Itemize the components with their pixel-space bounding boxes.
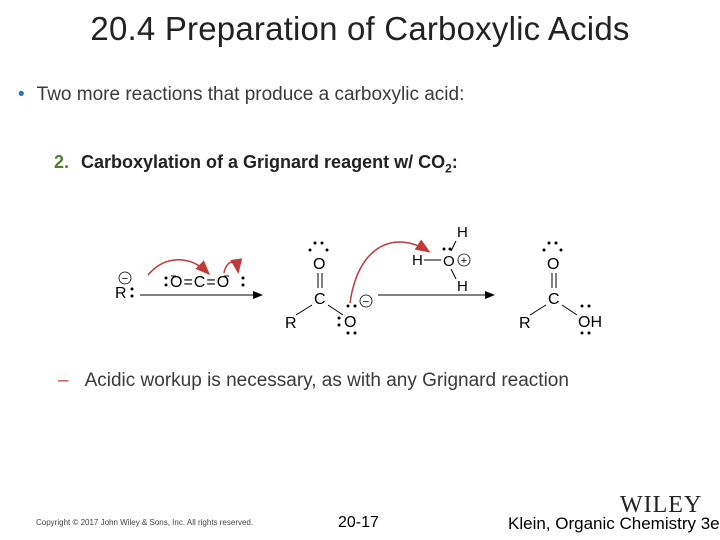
charge-plus: + — [460, 255, 468, 267]
hydrogen-label: H — [457, 278, 468, 295]
curved-arrow-icon — [224, 262, 238, 273]
copyright-notice: Copyright © 2017 John Wiley & Sons, Inc. All rights reserved. — [36, 518, 254, 527]
charge-minus: − — [121, 273, 129, 285]
charge-minus: − — [362, 296, 370, 308]
publisher-logo: WILEY — [620, 492, 703, 518]
bullet-dot-icon: • — [18, 84, 25, 105]
hydrogen-label: H — [457, 224, 468, 241]
page-number: 20-17 — [338, 514, 379, 531]
grignard-anion — [115, 272, 134, 302]
sub-bullet-point — [58, 370, 569, 392]
reaction-scheme — [0, 205, 720, 340]
carbon-dioxide — [165, 274, 245, 291]
r-group-label: R — [115, 285, 127, 302]
carbon-label: C — [314, 291, 326, 308]
carboxylate-intermediate — [285, 242, 372, 335]
carbon-label: C — [548, 291, 560, 308]
carboxylic-acid-product — [519, 242, 602, 335]
item-number: 2. — [54, 152, 70, 172]
slide-title: 20.4 Preparation of Carboxylic Acids — [90, 10, 630, 47]
item-text: Carboxylation of a Grignard reagent w/ CO — [81, 152, 446, 172]
item-subscript: 2 — [445, 161, 452, 176]
hydronium-ion — [412, 224, 470, 295]
r-group-label: R — [285, 315, 297, 332]
bullet-text: Two more reactions that produce a carboxylic acid: — [36, 84, 465, 105]
dash-icon: – — [58, 370, 69, 391]
co2-formula: O=C=O — [170, 274, 231, 291]
bullet-point — [18, 84, 464, 106]
hydronium-oxygen-label: O — [443, 253, 455, 270]
carbonyl-oxygen-label: O — [547, 256, 560, 273]
sub-bullet-text: Acidic workup is necessary, as with any Grignard reaction — [84, 370, 569, 391]
hydroxyl-label: OH — [578, 314, 602, 331]
r-group-label: R — [519, 315, 531, 332]
carbonyl-oxygen-label: O — [313, 256, 326, 273]
curved-arrow-icon — [148, 260, 208, 275]
item-colon: : — [451, 152, 458, 172]
book-citation: Klein, Organic Chemistry 3e — [508, 514, 720, 533]
oxygen-anion-label: O — [344, 314, 357, 331]
numbered-item — [54, 152, 458, 176]
hydrogen-label: H — [412, 252, 423, 269]
